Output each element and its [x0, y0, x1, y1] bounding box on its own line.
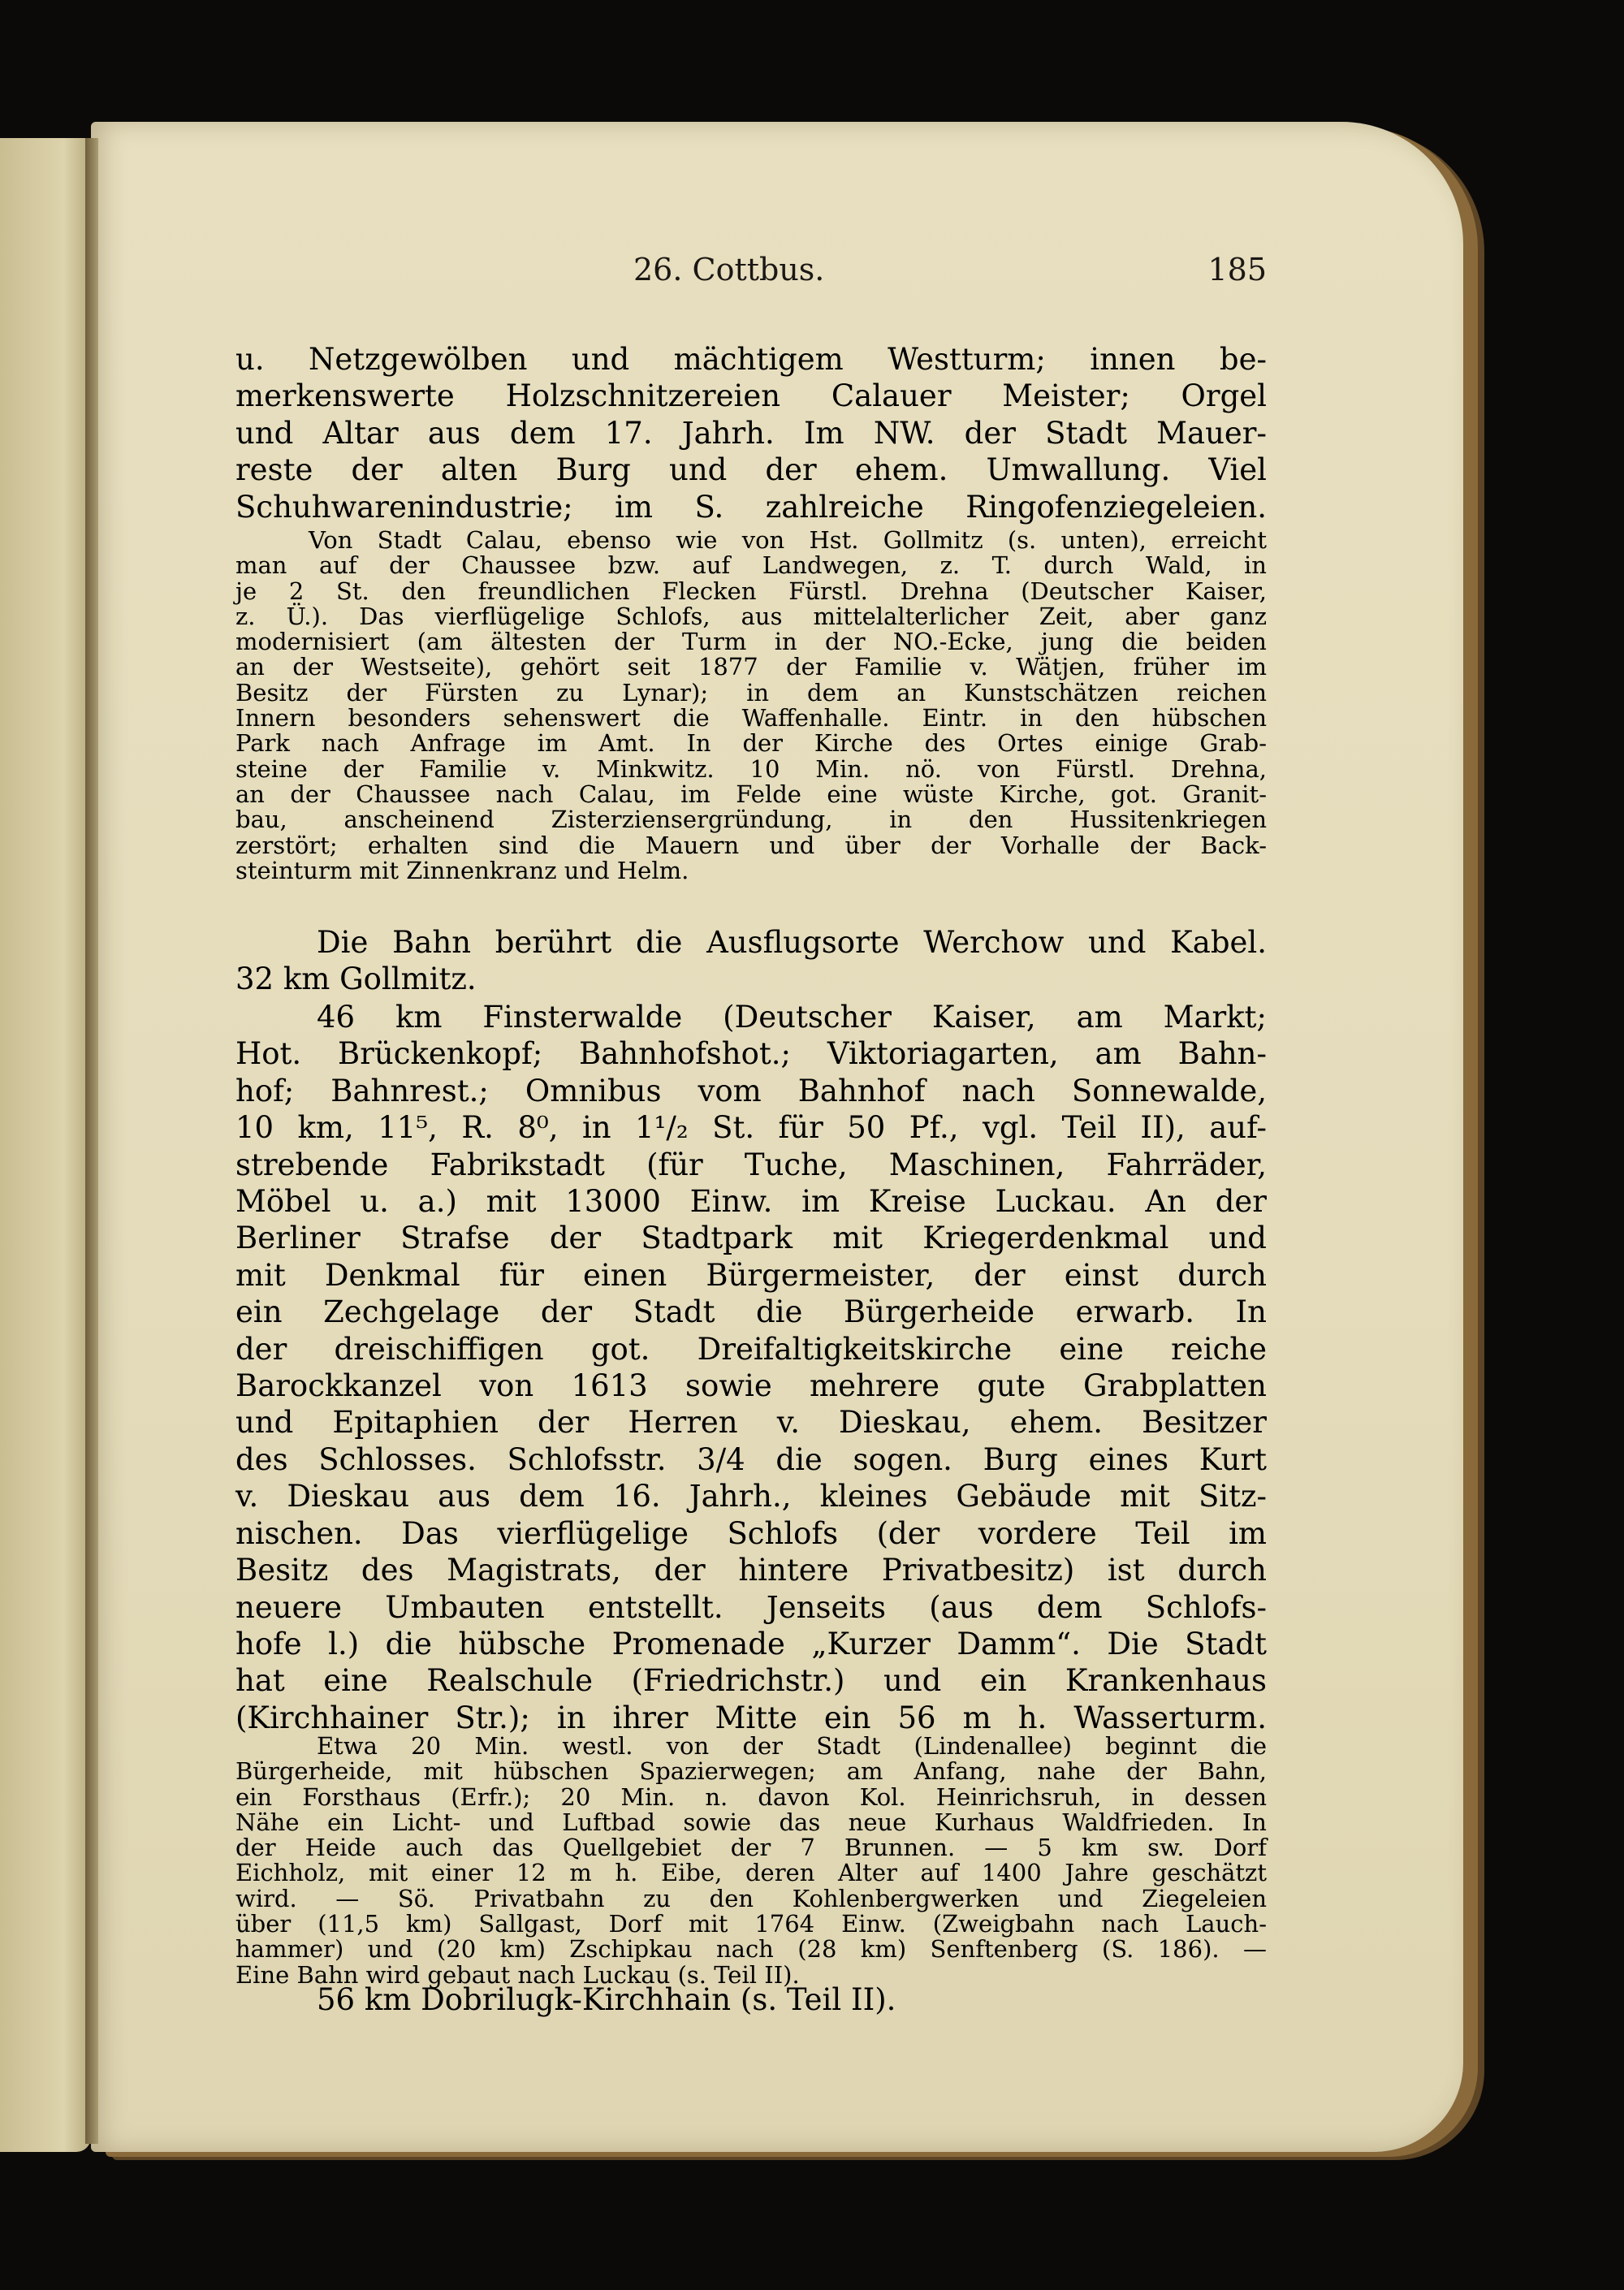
text-line: je 2 St. den freundlichen Flecken Fürstl. Drehna (Deutscher Kaiser, — [235, 577, 1267, 605]
text-line: ein Zechgelage der Stadt die Bürgerheide erwarb. In — [235, 1294, 1267, 1330]
text-line: nischen. Das vierflügelige Schlofs (der vordere Teil im — [235, 1515, 1267, 1551]
text-line: und Epitaphien der Herren v. Dieskau, ehem. Besitzer — [235, 1405, 1267, 1441]
text-line: über (11,5 km) Sallgast, Dorf mit 1764 Einw. (Zweigbahn nach Lauch- — [235, 1910, 1267, 1938]
text-line: steinturm mit Zinnenkranz und Helm. — [235, 856, 689, 884]
page-number: 185 — [1207, 252, 1267, 287]
text-line: hat eine Realschule (Friedrichstr.) und ein Krankenhaus — [235, 1663, 1267, 1699]
text-line: merkenswerte Holzschnitzereien Calauer Meister; Orgel — [235, 378, 1267, 414]
book-gutter — [85, 138, 98, 2144]
text-line: Nähe ein Licht- und Luftbad sowie das neue Kurhaus Waldfrieden. In — [235, 1808, 1267, 1836]
footnote-drehna — [235, 528, 1267, 884]
text-line: z. Ü.). Das vierflügelige Schlofs, aus mittelalterlicher Zeit, aber ganz — [235, 602, 1267, 630]
text-line: Schuhwarenindustrie; im S. zahlreiche Ringofenziegeleien. — [235, 489, 1267, 525]
text-line: Park nach Anfrage im Amt. In der Kirche des Ortes einige Grab- — [235, 729, 1267, 758]
text-line: bau, anscheinend Zisterziensergründung, in den Hussitenkriegen — [235, 806, 1267, 834]
text-line: Möbel u. a.) mit 13000 Einw. im Kreise Luckau. An der — [235, 1184, 1267, 1220]
text-line: an der Chaussee nach Calau, im Felde eine wüste Kirche, got. Granit- — [235, 780, 1267, 808]
text-line: wird. — Sö. Privatbahn zu den Kohlenbergwerken und Ziegeleien — [235, 1884, 1267, 1912]
text-line: neuere Umbauten entstellt. Jenseits (aus dem Schlofs- — [235, 1589, 1267, 1625]
text-line: u. Netzgewölben und mächtigem Westturm; innen be- — [235, 342, 1267, 377]
text-line: 56 km Dobrilugk-Kirchhain (s. Teil II). — [317, 1982, 896, 2017]
paragraph-finsterwalde — [235, 999, 1267, 1736]
text-line: (Kirchhainer Str.); in ihrer Mitte ein 56 m h. Wasserturm. — [235, 1700, 1267, 1735]
text-line: Barockkanzel von 1613 sowie mehrere gute Grabplatten — [235, 1368, 1267, 1404]
chapter-title: 26. Cottbus. — [633, 252, 825, 287]
text-line: und Altar aus dem 17. Jahrh. Im NW. der Stadt Mauer- — [235, 415, 1267, 451]
text-line: hof; Bahnrest.; Omnibus vom Bahnhof nach Sonnewalde, — [235, 1073, 1267, 1108]
text-line: 46 km Finsterwalde (Deutscher Kaiser, am Markt; — [317, 1000, 1267, 1035]
text-line: 10 km, 11⁵, R. 8⁰, in 1¹/₂ St. für 50 Pf., vgl. Teil II), auf- — [235, 1110, 1267, 1146]
text-line: v. Dieskau aus dem 16. Jahrh., kleines Gebäude mit Sitz- — [235, 1479, 1267, 1514]
text-line: Besitz der Fürsten zu Lynar); in dem an Kunstschätzen reichen — [235, 678, 1267, 706]
text-line: man auf der Chaussee bzw. auf Landwegen, z. T. durch Wald, in — [235, 551, 1267, 580]
text-line: Besitz des Magistrats, der hintere Privatbesitz) ist durch — [235, 1553, 1267, 1588]
text-line: mit Denkmal für einen Bürgermeister, der einst durch — [235, 1257, 1267, 1293]
text-line: zerstört; erhalten sind die Mauern und über der Vorhalle der Back- — [235, 831, 1267, 859]
text-line: Eine Bahn wird gebaut nach Luckau (s. Teil II). — [235, 1960, 800, 1989]
paragraph-dobrilugk — [235, 1981, 1267, 2018]
text-line: Etwa 20 Min. westl. von der Stadt (Lindenallee) beginnt die — [317, 1732, 1267, 1760]
text-line: reste der alten Burg und der ehem. Umwallung. Viel — [235, 452, 1267, 488]
footnote-buergerheide — [235, 1734, 1267, 1988]
text-line: hammer) und (20 km) Zschipkau nach (28 km) Senftenberg (S. 186). — — [235, 1935, 1267, 1964]
text-line: strebende Fabrikstadt (für Tuche, Maschinen, Fahrräder, — [235, 1147, 1267, 1182]
text-line: 32 km Gollmitz. — [235, 961, 477, 997]
text-line: des Schlosses. Schlofsstr. 3/4 die sogen. Burg eines Kurt — [235, 1441, 1267, 1477]
text-line: steine der Familie v. Minkwitz. 10 Min. nö. von Fürstl. Drehna, — [235, 754, 1267, 783]
text-line: Hot. Brückenkopf; Bahnhofshot.; Viktoriagarten, am Bahn- — [235, 1036, 1267, 1072]
text-line: an der Westseite), gehört seit 1877 der Familie v. Wätjen, früher im — [235, 653, 1267, 681]
text-line: Bürgerheide, mit hübschen Spazierwegen; am Anfang, nahe der Bahn, — [235, 1757, 1267, 1786]
text-line: hofe l.) die hübsche Promenade „Kurzer Damm“. Die Stadt — [235, 1626, 1267, 1661]
text-line: ein Forsthaus (Erfr.); 20 Min. n. davon Kol. Heinrichsruh, in dessen — [235, 1782, 1267, 1811]
running-header — [235, 252, 1267, 297]
left-page-edge — [0, 138, 91, 2152]
text-line: modernisiert (am ältesten der Turm in der NO.-Ecke, jung die beiden — [235, 628, 1267, 656]
text-line: Innern besonders sehenswert die Waffenhalle. Eintr. in den hübschen — [235, 704, 1267, 732]
paragraph-2 — [235, 924, 1267, 998]
text-line: Von Stadt Calau, ebenso wie von Hst. Gollmitz (s. unten), erreicht — [309, 526, 1267, 554]
text-line: Eichholz, mit einer 12 m h. Eibe, deren Alter auf 1400 Jahre geschätzt — [235, 1859, 1267, 1887]
text-line: der dreischiffigen got. Dreifaltigkeitskirche eine reiche — [235, 1331, 1267, 1367]
text-line: Berliner Strafse der Stadtpark mit Kriegerdenkmal und — [235, 1221, 1267, 1256]
text-line: der Heide auch das Quellgebiet der 7 Brunnen. — 5 km sw. Dorf — [235, 1834, 1267, 1862]
paragraph-1 — [235, 341, 1267, 525]
text-line: Die Bahn berührt die Ausflugsorte Werchow und Kabel. — [317, 925, 1267, 960]
